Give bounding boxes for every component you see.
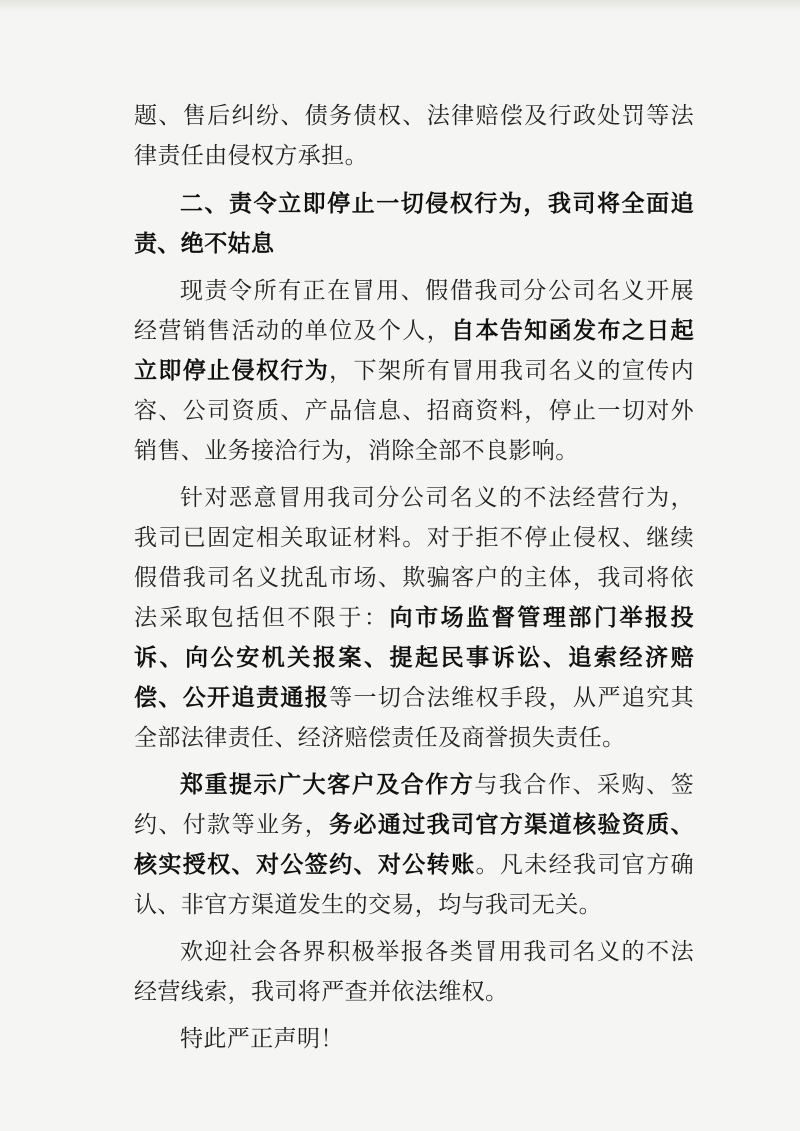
- customer-notice-text-2: 。凡未经我司官方确认、非官方渠道发生的交易，均与我司无关。: [134, 852, 694, 918]
- paragraph-continuation: 题、售后纠纷、债务债权、法律赔偿及行政处罚等法律责任由侵权方承担。: [134, 103, 694, 169]
- cease-order-text-2: ，下架所有冒用我司名义的宣传内容、公司资质、产品信息、招商资料，停止一切对外销售、业务接洽行为，消除全部不良影响。: [134, 358, 695, 464]
- customer-notice-emphasis-1: 郑重提示广大客户及合作方: [180, 771, 475, 798]
- paragraph-cease-order: [134, 271, 694, 471]
- paragraph-customer-notice: [134, 765, 694, 925]
- legal-action-emphasis: 向市场监督管理部门举报投诉、向公安机关报案、提起民事诉讼、追索经济赔偿、公开追责通报: [134, 604, 695, 711]
- customer-notice-text-1: 与我合作、采购、签约、付款等业务，: [134, 772, 694, 838]
- scan-edge-shadow: [0, 0, 800, 12]
- cease-order-emphasis: 自本告知函发布之日起立即停止侵权行为: [134, 317, 695, 384]
- legal-action-text-1: 针对恶意冒用我司分公司名义的不法经营行为，我司已固定相关取证材料。对于拒不停止侵权、继续假借我司名义扰乱市场、欺骗客户的主体，我司将依法采取包括但不限于：: [134, 485, 694, 631]
- document-body: [134, 96, 694, 1059]
- section-heading-2: 二、责令立即停止一切侵权行为，我司将全面追责、绝不姑息: [134, 190, 694, 257]
- cease-order-text-1: 现责令所有正在冒用、假借我司分公司名义开展经营销售活动的单位及个人，: [134, 278, 694, 344]
- paragraph-legal-action: [134, 478, 694, 758]
- legal-action-text-2: 等一切合法维权手段，从严追究其全部法律责任、经济赔偿责任及商誉损失责任。: [134, 685, 695, 751]
- customer-notice-emphasis-2: 务必通过我司官方渠道核验资质、核实授权、对公签约、对公转账: [134, 811, 695, 878]
- paragraph-report-welcome: 欢迎社会各界积极举报各类冒用我司名义的不法经营线索，我司将严查并依法维权。: [134, 939, 694, 1005]
- paragraph-closing-statement: 特此严正声明！: [180, 1026, 344, 1052]
